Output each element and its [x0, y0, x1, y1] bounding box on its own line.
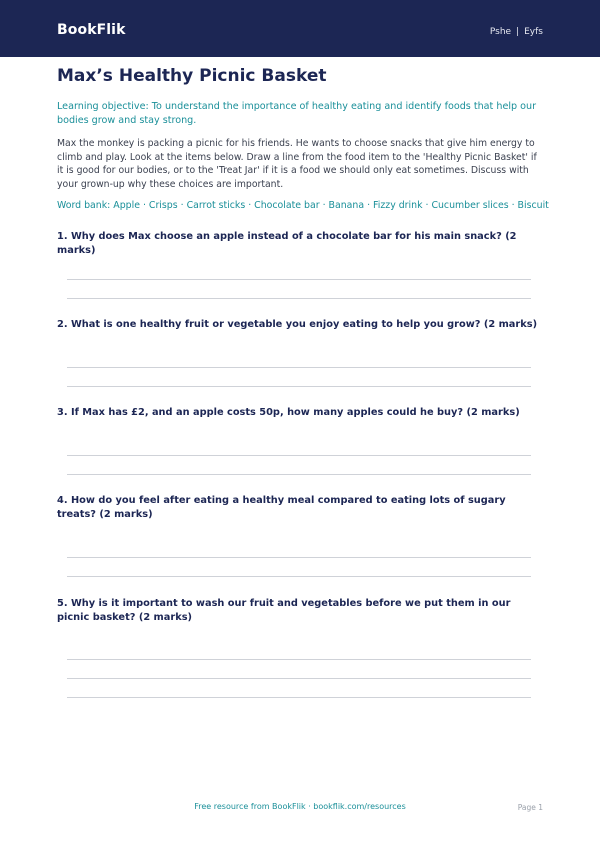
learning-objective: Learning objective: To understand the importance of healthy eating and identify foods that help our bodies grow and stay strong. — [57, 101, 537, 126]
answer-line[interactable] — [67, 557, 531, 558]
answer-line[interactable] — [67, 474, 531, 475]
question-3: 3. If Max has £2, and an apple costs 50p, how many apples could he buy? (2 marks) — [57, 407, 520, 418]
answer-line[interactable] — [67, 678, 531, 679]
answer-line[interactable] — [67, 279, 531, 280]
page-header — [0, 0, 600, 57]
tag-separator: | — [516, 27, 520, 37]
intro-paragraph: Max the monkey is packing a picnic for his friends. He wants to choose snacks that give him energy to climb and play. Look at the items below. Draw a line from the food item to the 'Healthy Picnic Basket' if it is good for our bodies, or to the 'Treat Jar' if it is a food we should only eat sometimes. Discuss with your grown-up why these choices are important. — [57, 138, 537, 190]
question-2: 2. What is one healthy fruit or vegetable you enjoy eating to help you grow? (2 marks) — [57, 319, 538, 330]
subject-tag: Pshe — [489, 27, 512, 37]
page-title: Max’s Healthy Picnic Basket — [57, 66, 327, 86]
word-bank: Word bank: Apple · Crisps · Carrot sticks · Chocolate bar · Banana · Fizzy drink · Cucumber slices · Biscuit — [57, 200, 549, 211]
answer-line[interactable] — [67, 697, 531, 698]
answer-line[interactable] — [67, 455, 531, 456]
answer-line[interactable] — [67, 576, 531, 577]
answer-line[interactable] — [67, 386, 531, 387]
level-tag: Eyfs — [524, 27, 543, 37]
answer-line[interactable] — [67, 659, 531, 660]
page-number: Page 1 — [517, 803, 543, 812]
question-5: 5. Why is it important to wash our fruit and vegetables before we put them in our picnic basket? (2 marks) — [57, 598, 511, 623]
question-1: 1. Why does Max choose an apple instead of a chocolate bar for his main snack? (2 marks) — [57, 231, 517, 256]
subject-tags — [490, 27, 543, 37]
question-4: 4. How do you feel after eating a healthy meal compared to eating lots of sugary treats? (2 marks) — [57, 495, 506, 520]
footer-credit: Free resource from BookFlik · bookflik.com/resources — [194, 802, 406, 811]
answer-line[interactable] — [67, 298, 531, 299]
answer-line[interactable] — [67, 367, 531, 368]
brand-logo: BookFlik — [57, 22, 126, 38]
